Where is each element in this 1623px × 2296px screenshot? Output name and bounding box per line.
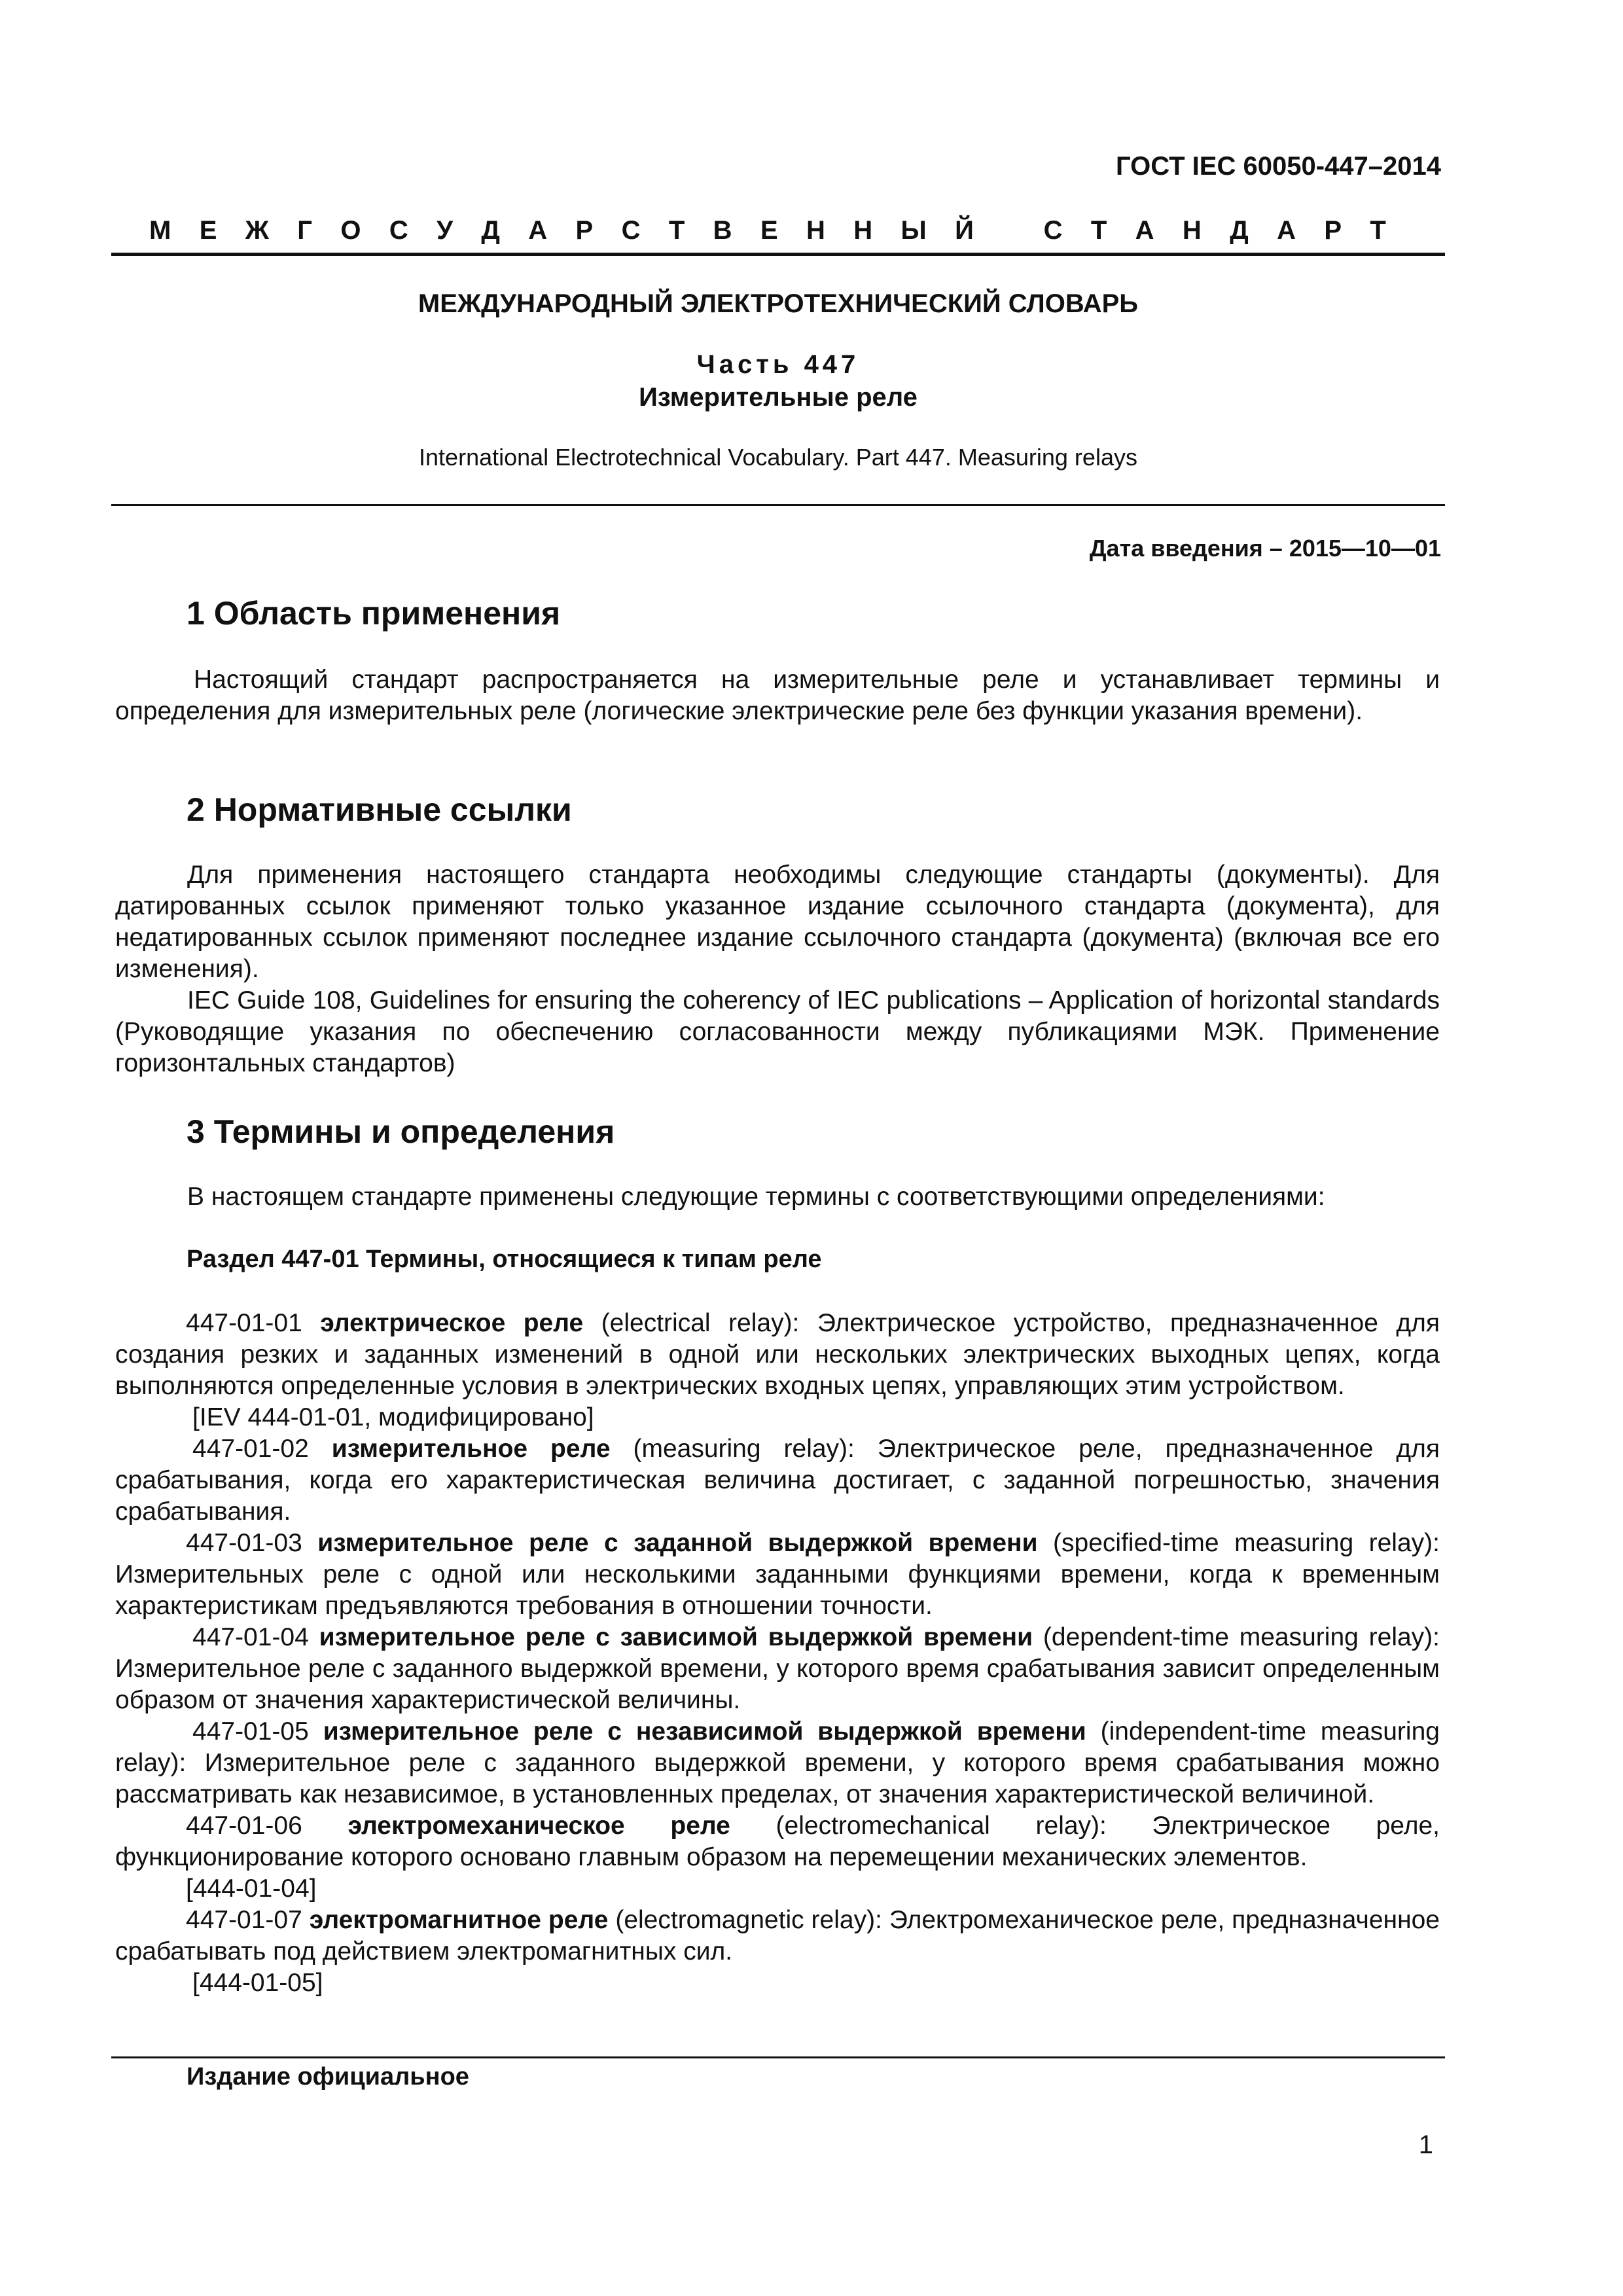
term-number: 447-01-04 xyxy=(192,1623,309,1651)
term-number: 447-01-01 xyxy=(186,1309,302,1337)
title-rule xyxy=(111,504,1445,506)
term-name: электрическое реле xyxy=(320,1309,584,1337)
banner-letter: Т xyxy=(1370,216,1386,245)
official-edition-label: Издание официальное xyxy=(187,2063,469,2090)
section-3-intro-block xyxy=(115,1181,1440,1213)
section-2-text-block xyxy=(115,859,1440,1079)
header-rule xyxy=(111,253,1445,256)
term-number: 447-01-07 xyxy=(186,1906,302,1934)
section-3-text: В настоящем стандарте применены следующие термины с соответствующими определениями: xyxy=(187,1183,1325,1211)
banner-letter: Ж xyxy=(245,216,269,245)
term-entry xyxy=(115,1810,1440,1873)
section-3-heading: 3 Термины и определения xyxy=(187,1113,615,1150)
banner-letter: А xyxy=(1277,216,1296,245)
banner-letter: Н xyxy=(806,216,825,245)
term-name: измерительное реле xyxy=(331,1435,611,1463)
term-entry xyxy=(115,1622,1440,1716)
banner-letter: О xyxy=(340,216,361,245)
page-number: 1 xyxy=(1418,2130,1433,2159)
term-definition: (electromechanical relay): Электрическое реле, функционирование которого основано главным образом на перемещении механических элементов. xyxy=(115,1812,1440,1871)
term-name: измерительное реле с зависимой выдержкой времени xyxy=(319,1623,1033,1651)
banner-letter: Д xyxy=(1230,216,1249,245)
term-entry xyxy=(115,1716,1440,1810)
banner-gap xyxy=(1002,216,1015,245)
section-2-heading: 2 Нормативные ссылки xyxy=(187,791,572,828)
term-name: электромагнитное реле xyxy=(309,1906,609,1934)
banner-letter: Ы xyxy=(901,216,927,245)
banner-letter: Т xyxy=(1090,216,1107,245)
banner-letter: М xyxy=(149,216,171,245)
term-definition: (measuring relay): Электрическое реле, предназначенное для срабатывания, когда его характеристическая величина достигает, с заданной погрешностью, значения срабатывания. xyxy=(115,1435,1440,1526)
introduction-date: Дата введения – 2015—10—01 xyxy=(1089,535,1441,562)
section-1-text: Настоящий стандарт распространяется на измерительные реле и устанавливает термины и определения для измерительных реле (логические электрические реле без функции указания времени). xyxy=(115,666,1440,725)
section-2-paragraph: Для применения настоящего стандарта необходимы следующие стандарты (документы). Для датированных ссылок применяют только указанное издание ссылочного стандарта (документа), для недатированных ссылок применяют последнее издание ссылочного стандарта (документа) (включая все его изменения). xyxy=(115,861,1440,983)
term-number: 447-01-02 xyxy=(192,1435,309,1463)
term-name: измерительное реле с независимой выдержкой времени xyxy=(323,1717,1086,1746)
banner-letter: Д xyxy=(481,216,500,245)
term-definition: (electrical relay): Электрическое устройство, предназначенное для создания резких и заданных изменений в одной или нескольких электрических выходных цепях, когда выполняются определенные условия в электрических входных цепях, управляющих этим устройством. xyxy=(115,1309,1440,1400)
section-1-text-block xyxy=(115,664,1440,727)
banner-letter: Й xyxy=(955,216,974,245)
banner-letter: Н xyxy=(853,216,873,245)
term-definition: (independent-time measuring relay): Измерительное реле с заданного выдержкой времени, у которого время срабатывания можно рассматривать как независимое, в установленных пределах, от значения характеристической величиной. xyxy=(115,1717,1440,1808)
term-number: 447-01-05 xyxy=(192,1717,309,1746)
section-3-subheading: Раздел 447-01 Термины, относящиеся к типам реле xyxy=(187,1246,822,1273)
banner-letter: Р xyxy=(575,216,594,245)
term-definition: (specified-time measuring relay): Измерительных реле с одной или несколькими заданными функциями времени, когда к временным характеристикам предъявляются требования в отношении точности. xyxy=(115,1529,1440,1620)
english-title: International Electrotechnical Vocabulary. Part 447. Measuring relays xyxy=(419,444,1137,471)
term-source-note: [IEV 444-01-01, модифицировано] xyxy=(192,1403,594,1431)
section-2-reference: IEC Guide 108, Guidelines for ensuring the coherency of IEC publications – Application of horizontal standards (Руководящие указания по обеспечению согласованности между публикациями МЭК. Применение горизонтальных стандартов) xyxy=(115,986,1440,1077)
term-number: 447-01-03 xyxy=(186,1529,302,1557)
term-number: 447-01-06 xyxy=(186,1812,302,1840)
section-1-heading: 1 Область применения xyxy=(187,595,561,632)
banner-letter: Н xyxy=(1182,216,1202,245)
part-label: Часть 447 xyxy=(696,350,860,379)
banner-letter: Е xyxy=(760,216,778,245)
part-name: Измерительные реле xyxy=(639,383,918,412)
term-entry xyxy=(115,1308,1440,1402)
banner-letter: А xyxy=(1135,216,1154,245)
banner-letter: С xyxy=(621,216,641,245)
banner-letter: Р xyxy=(1324,216,1342,245)
footer-rule xyxy=(111,2056,1445,2058)
terms-list xyxy=(115,1308,1440,1999)
term-entry xyxy=(115,1433,1440,1528)
banner-letter: У xyxy=(437,216,454,245)
term-name: электромеханическое реле xyxy=(348,1812,730,1840)
vocabulary-title: МЕЖДУНАРОДНЫЙ ЭЛЕКТРОТЕХНИЧЕСКИЙ СЛОВАРЬ xyxy=(418,289,1139,318)
term-definition: (electromagnetic relay): Электромеханическое реле, предназначенное срабатывать под действием электромагнитных сил. xyxy=(115,1906,1440,1965)
banner-letter: С xyxy=(1043,216,1063,245)
banner-letter: В xyxy=(713,216,732,245)
term-entry xyxy=(115,1528,1440,1622)
term-entry xyxy=(115,1905,1440,1967)
banner-letter: А xyxy=(528,216,548,245)
interstate-standard-banner xyxy=(149,216,1386,245)
term-source-note: [444-01-05] xyxy=(192,1969,323,1997)
document-code: ГОСТ IEC 60050-447–2014 xyxy=(1115,152,1441,181)
banner-letter: Т xyxy=(668,216,685,245)
term-source-note: [444-01-04] xyxy=(186,1874,317,1903)
term-name: измерительное реле с заданной выдержкой времени xyxy=(317,1529,1038,1557)
banner-letter: С xyxy=(389,216,408,245)
banner-letter: Г xyxy=(297,216,312,245)
banner-letter: Е xyxy=(199,216,217,245)
term-definition: (dependent-time measuring relay): Измерительное реле с заданного выдержкой времени, у которого время срабатывания зависит определенным образом от значения характеристической величины. xyxy=(115,1623,1440,1714)
